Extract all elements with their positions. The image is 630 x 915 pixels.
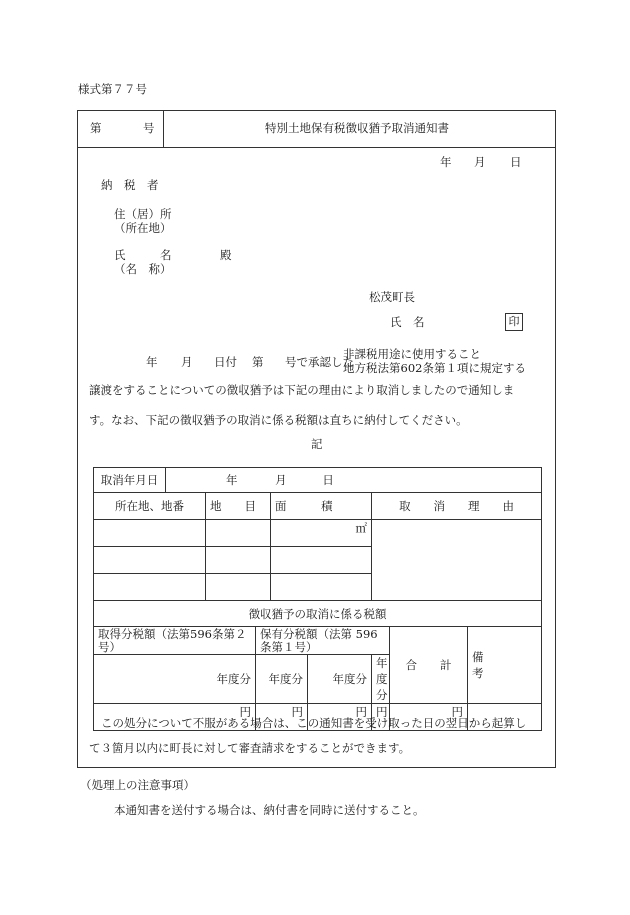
total-yen: 円	[390, 704, 468, 731]
document-title: 特別土地保有税徴収猶予取消通知書	[265, 121, 449, 135]
col-location: 所在地、地番	[94, 493, 206, 520]
tax-header: 徴収猶予の取消に係る税額	[94, 601, 542, 627]
location-cell	[94, 520, 206, 547]
date-day: 日	[510, 155, 522, 169]
appeal-notice-line-1: この処分について不服がある場合は、この通知書を受け取った日の翌日から起算し	[101, 716, 527, 730]
option-a: 非課税用途に使用すること	[343, 347, 481, 361]
taxpayer-label: 納 税 者	[101, 178, 159, 192]
approval-year: 年	[146, 355, 158, 369]
category-cell	[206, 547, 271, 574]
area-cell	[271, 520, 372, 547]
number-label-right: 号	[143, 121, 155, 135]
tax-table	[93, 467, 542, 731]
cancel-year: 年	[226, 473, 238, 487]
issuer-name-label: 氏 名	[390, 315, 425, 329]
acq-yen: 円	[94, 704, 256, 731]
approval-no-right: 号で承認した	[285, 355, 354, 369]
col-area: 面 積	[271, 493, 372, 520]
notes-title: （処理上の注意事項）	[80, 778, 195, 792]
hold-yen-2: 円	[308, 704, 372, 731]
area-unit: ㎡	[355, 521, 367, 535]
cancel-date-value	[166, 468, 542, 493]
seal-mark: 印	[505, 313, 523, 331]
cancel-month: 月	[275, 473, 287, 487]
cancel-date-label: 取消年月日	[94, 468, 166, 493]
approval-day: 日付	[214, 355, 237, 369]
hold-yen-3: 円	[372, 704, 390, 731]
area-cell	[271, 574, 372, 601]
issuer-title: 松茂町長	[369, 290, 415, 304]
col-reason: 取 消 理 由	[372, 493, 542, 520]
remarks-label: 備 考	[468, 627, 542, 704]
header-divider	[163, 110, 164, 148]
category-cell	[206, 574, 271, 601]
form-number: 様式第７７号	[78, 82, 147, 96]
cancel-day: 日	[322, 473, 334, 487]
hold-yen-1: 円	[256, 704, 308, 731]
location-cell	[94, 574, 206, 601]
approval-month: 月	[181, 355, 193, 369]
location-cell	[94, 547, 206, 574]
hold-year-portion-3: 年度分	[372, 655, 390, 704]
acq-year-portion: 年度分	[94, 655, 256, 704]
body-line-3: す。なお、下記の徴収猶予の取消に係る税額は直ちに納付してください。	[89, 413, 468, 427]
approval-no-left: 第	[252, 355, 264, 369]
name-sub: （名 称）	[114, 262, 172, 276]
option-b: 地方税法第602条第１項に規定する	[343, 361, 526, 375]
number-label-left: 第	[90, 121, 102, 135]
notes-text: 本通知書を送付する場合は、納付書を同時に送付すること。	[114, 803, 425, 817]
reason-cell	[372, 520, 542, 601]
category-cell	[206, 520, 271, 547]
area-cell	[271, 547, 372, 574]
hold-year-portion-1: 年度分	[256, 655, 308, 704]
honorific: 殿	[220, 248, 232, 262]
hold-year-portion-2: 年度分	[308, 655, 372, 704]
address-sub: （所在地）	[114, 221, 172, 235]
name-label: 氏 名	[114, 248, 172, 262]
date-month: 月	[474, 155, 486, 169]
ki-heading: 記	[311, 437, 323, 451]
appeal-notice-line-2: て３箇月以内に町長に対して審査請求をすることができます。	[89, 741, 411, 755]
acq-tax-label: 取得分税額（法第596条第２号）	[94, 627, 256, 655]
total-label: 合 計	[390, 627, 468, 704]
address-label: 住（居）所	[114, 207, 172, 221]
col-category: 地 目	[206, 493, 271, 520]
date-year: 年	[440, 155, 452, 169]
body-line-2: 譲渡をすることについての徴収猶予は下記の理由により取消しましたので通知しま	[89, 383, 515, 397]
hold-tax-label: 保有分税額（法第 596 条第１号）	[256, 627, 390, 655]
